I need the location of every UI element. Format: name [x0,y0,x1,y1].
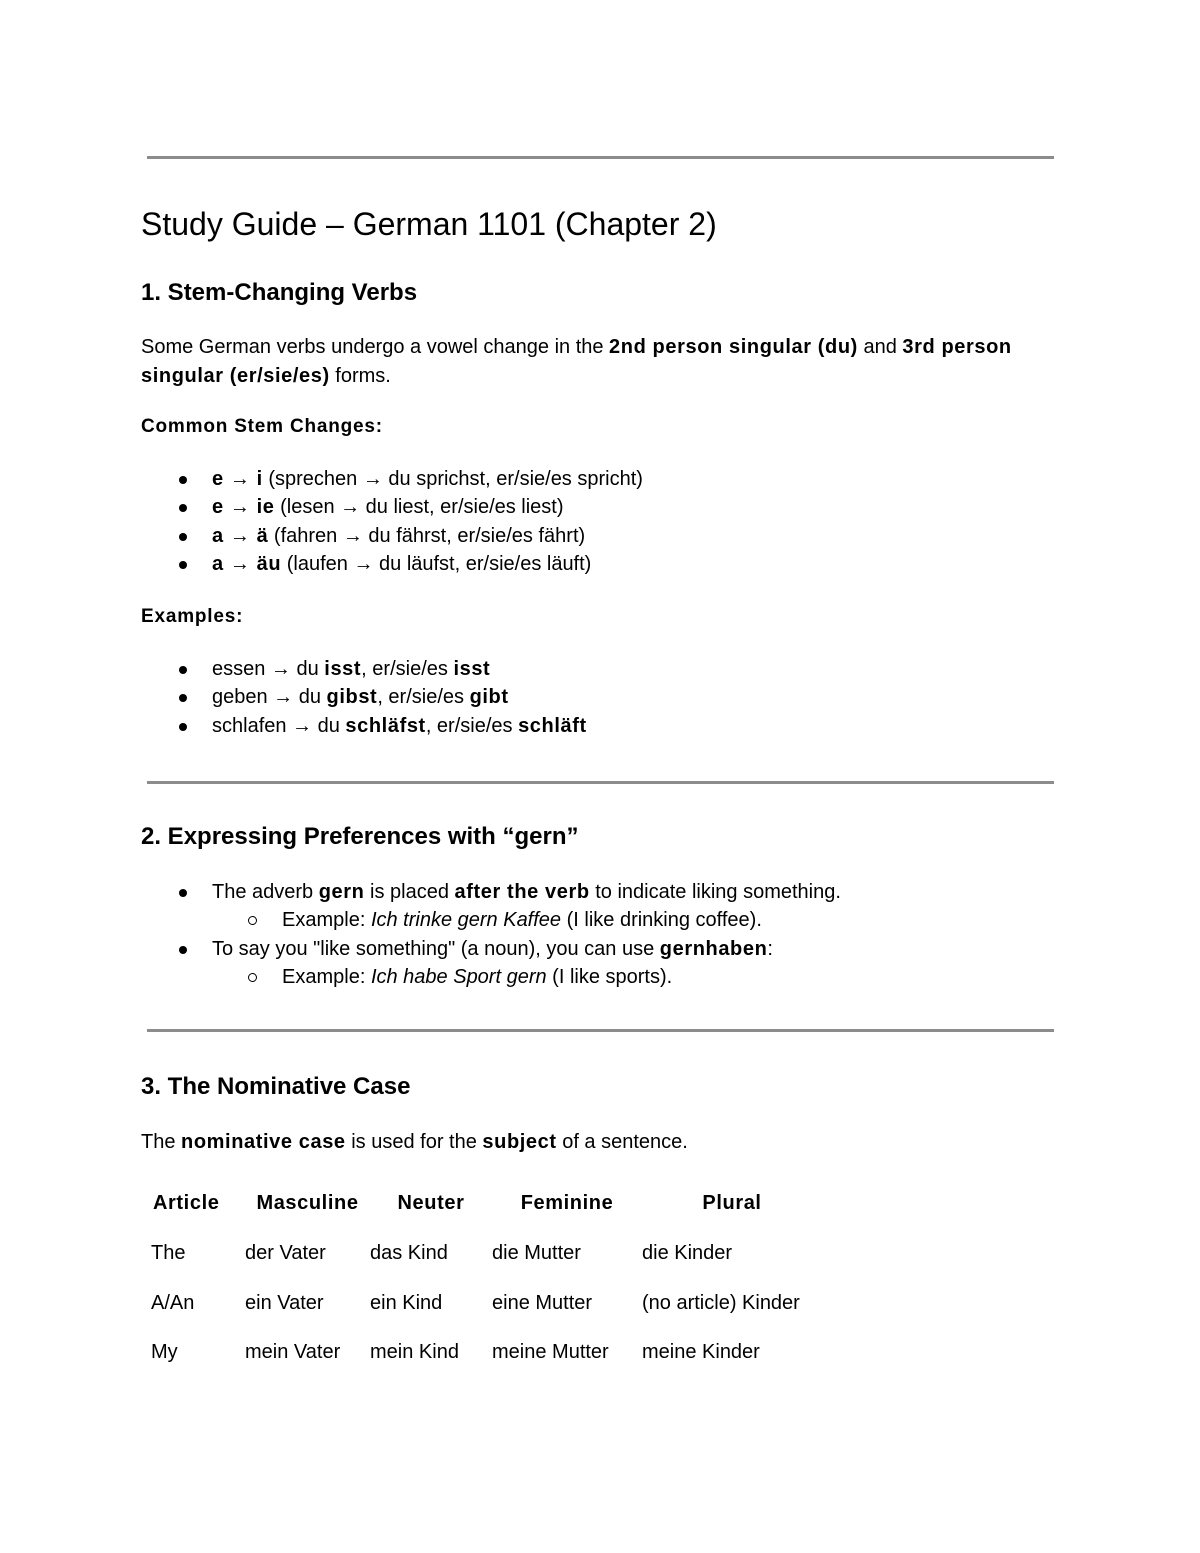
column-header: Feminine [520,1192,614,1214]
example-bold: isst [324,658,362,680]
example-text: geben → du [212,686,327,709]
table-cell: meine Mutter [492,1341,609,1364]
gern-list [141,878,841,991]
example-bold: gibt [469,686,509,709]
list-item [141,935,841,963]
item-text: Example: [282,965,371,988]
item-italic: Ich trinke gern Kaffee [370,909,562,932]
item-text: to indicate liking something. [589,881,841,903]
bullet-icon [179,533,187,541]
list-item [141,878,841,906]
bullet-icon [179,889,187,897]
column-header: Plural [702,1192,762,1214]
intro-text: of a sentence. [556,1131,688,1153]
table-cell: ein Vater [245,1291,324,1314]
intro-bold: nominative case [181,1131,346,1153]
item-text: (I like drinking coffee). [561,909,762,932]
example-text: , er/sie/es [377,686,470,709]
table-row [143,1279,822,1329]
item-bold: gern [318,881,365,903]
example-bold: isst [453,658,491,680]
item-text: Example: [282,909,371,932]
column-header: Masculine [256,1192,359,1214]
table-cell: die Kinder [642,1242,733,1265]
item-bold: gernhaben [659,937,768,960]
nominative-intro [141,1128,688,1157]
table-header-row [143,1178,822,1229]
examples-list [141,655,587,740]
bullet-icon [179,476,187,484]
table-row [143,1229,822,1279]
section-heading-stem-changing-verbs: 1. Stem-Changing Verbs [141,279,418,306]
example-bold: schläft [518,714,587,737]
change-pattern: a → ä [212,524,269,547]
list-item [141,683,587,711]
list-item [141,906,841,934]
item-text: The adverb [212,881,319,903]
table-cell: My [151,1341,178,1364]
intro-text: The [141,1131,182,1153]
column-header: Article [153,1192,220,1214]
intro-text: is used for the [345,1131,483,1153]
list-item [141,465,643,493]
item-italic: Ich habe Sport gern [370,965,547,988]
change-pattern: e → i [212,468,263,490]
table-row [143,1328,822,1378]
intro-bold: 3rd person singular (er/sie/es) [141,336,1012,387]
common-stem-changes-label: Common Stem Changes: [141,416,383,437]
list-item [141,963,841,991]
section-heading-nominative-case: 3. The Nominative Case [141,1073,411,1100]
stem-change-intro [141,333,1066,390]
change-example: (sprechen → du sprichst, er/sie/es spricht) [262,468,643,490]
example-text: essen → du [212,658,325,680]
example-bold: schläfst [345,714,426,737]
bullet-icon [179,723,187,731]
table-cell: mein Kind [370,1341,459,1364]
change-pattern: a → äu [212,552,282,575]
table-cell: eine Mutter [492,1291,593,1314]
change-example: (laufen → du läufst, er/sie/es läuft) [281,552,592,575]
table-cell: der Vater [245,1242,326,1265]
bullet-icon [179,946,187,954]
change-pattern: e → ie [212,496,275,519]
intro-text: Some German verbs undergo a vowel change in the [141,336,610,358]
intro-text: and [857,336,903,358]
list-item [141,522,643,550]
change-example: (fahren → du fährst, er/sie/es fährt) [268,524,586,547]
example-text: , er/sie/es [361,658,454,680]
list-item [141,550,643,578]
column-header: Neuter [397,1192,465,1214]
example-text: schlafen → du [212,714,346,737]
table-cell: das Kind [370,1242,448,1265]
item-bold: after the verb [454,881,590,903]
item-text: (I like sports). [546,965,673,988]
example-text: , er/sie/es [425,714,519,737]
table-cell: ein Kind [370,1291,443,1314]
bullet-icon [179,561,187,569]
page-title: Study Guide – German 1101 (Chapter 2) [141,206,717,242]
intro-bold: 2nd person singular (du) [609,336,858,358]
examples-label: Examples: [141,606,244,627]
item-text: To say you "like something" (a noun), you can use [212,937,660,960]
intro-text: forms. [329,364,391,387]
item-text: is placed [364,881,455,903]
horizontal-rule [147,781,1054,784]
table-cell: meine Kinder [642,1341,760,1364]
table-cell: die Mutter [492,1242,581,1265]
table-cell: mein Vater [245,1341,341,1364]
intro-bold: subject [482,1131,557,1153]
table-cell: The [151,1242,186,1265]
table-cell: (no article) Kinder [642,1291,800,1314]
section-heading-preferences-gern: 2. Expressing Preferences with “gern” [141,823,579,850]
hollow-bullet-icon [248,916,257,925]
horizontal-rule [147,1029,1054,1032]
list-item [141,655,587,683]
item-text: : [767,937,773,960]
bullet-icon [179,666,187,674]
list-item [141,493,643,521]
bullet-icon [179,504,187,512]
example-bold: gibst [326,686,378,709]
hollow-bullet-icon [248,973,257,982]
list-item [141,712,587,740]
horizontal-rule [147,156,1054,159]
change-example: (lesen → du liest, er/sie/es liest) [274,496,564,519]
table-cell: A/An [151,1291,195,1314]
bullet-icon [179,694,187,702]
stem-changes-list [141,465,643,578]
nominative-table [143,1178,822,1378]
